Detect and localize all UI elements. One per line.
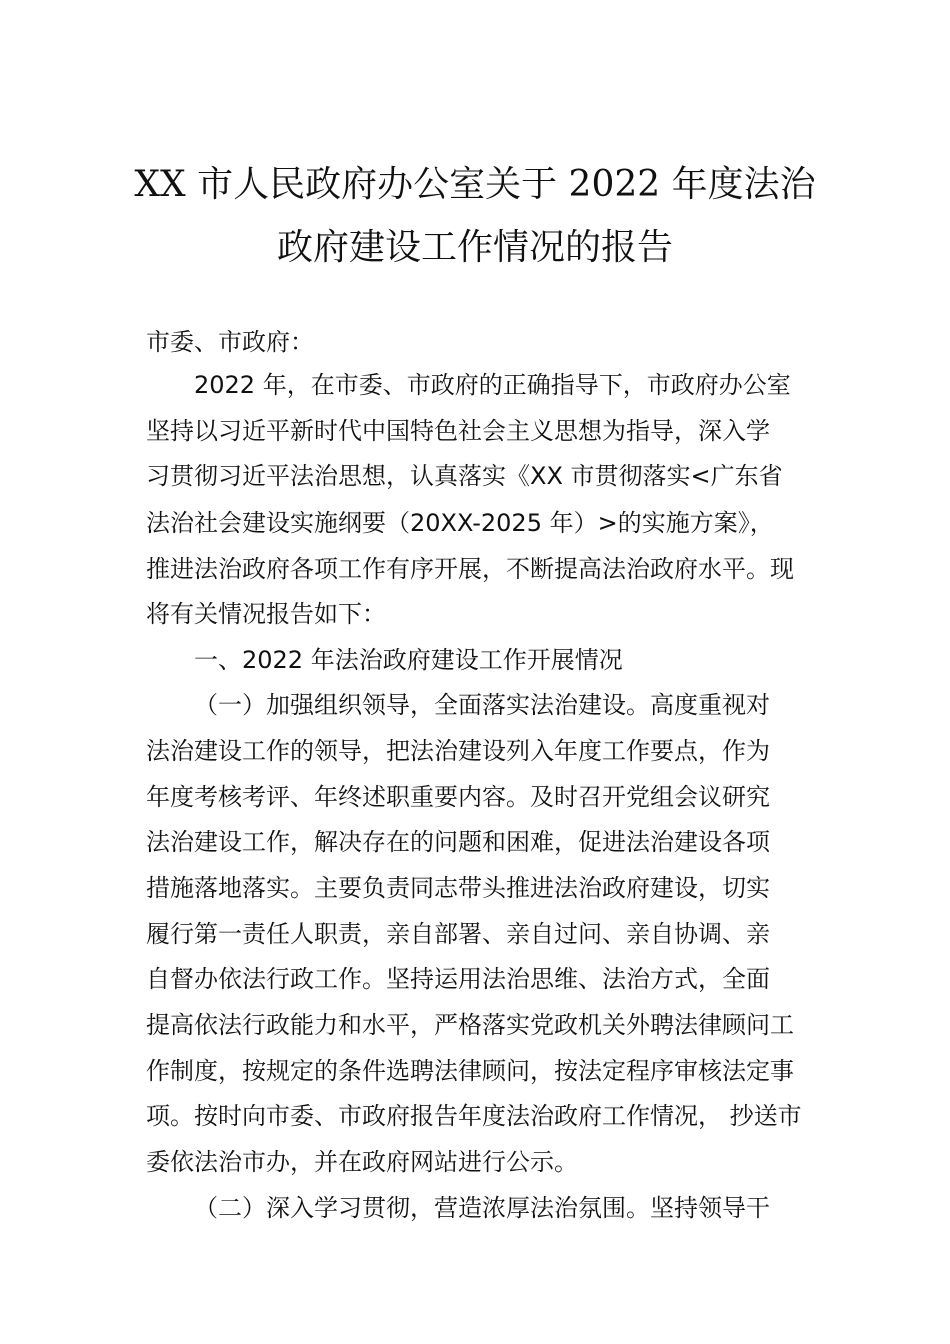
paragraph-line: （二）深入学习贯彻，营造浓厚法治氛围。坚持领导干 <box>194 1194 770 1222</box>
salutation: 市委、市政府： <box>146 328 314 356</box>
paragraph-line: 履行第一责任人职责，亲自部署、亲自过问、亲自协调、亲 <box>146 920 770 948</box>
paragraph-line: 法治社会建设实施纲要（20XX-2025 年）>的实施方案》， <box>146 509 774 537</box>
paragraph-line: 坚持以习近平新时代中国特色社会主义思想为指导，深入学 <box>146 417 770 445</box>
document-title-line-1: XX 市人民政府办公室关于 2022 年度法治 <box>134 164 816 205</box>
paragraph-line: （一）加强组织领导，全面落实法治建设。高度重视对 <box>194 691 770 719</box>
section-heading: 一、2022 年法治政府建设工作开展情况 <box>194 646 623 674</box>
paragraph-line: 项。按时向市委、市政府报告年度法治政府工作情况， 抄送市 <box>146 1102 802 1130</box>
paragraph-line: 自督办依法行政工作。坚持运用法治思维、法治方式，全面 <box>146 965 770 993</box>
paragraph-line: 法治建设工作，解决存在的问题和困难，促进法治建设各项 <box>146 828 770 856</box>
paragraph-line: 将有关情况报告如下： <box>146 600 386 628</box>
paragraph-line: 委依法治市办，并在政府网站进行公示。 <box>146 1148 578 1176</box>
paragraph-line: 推进法治政府各项工作有序开展，不断提高法治政府水平。现 <box>146 555 794 583</box>
paragraph-line: 年度考核考评、年终述职重要内容。及时召开党组会议研究 <box>146 783 770 811</box>
paragraph-line: 2022 年，在市委、市政府的正确指导下，市政府办公室 <box>194 371 791 399</box>
paragraph-line: 法治建设工作的领导，把法治建设列入年度工作要点，作为 <box>146 737 770 765</box>
paragraph-line: 提高依法行政能力和水平，严格落实党政机关外聘法律顾问工 <box>146 1011 794 1039</box>
paragraph-line: 习贯彻习近平法治思想，认真落实《XX 市贯彻落实<广东省 <box>146 462 783 490</box>
paragraph-line: 作制度，按规定的条件选聘法律顾问，按法定程序审核法定事 <box>146 1057 794 1085</box>
paragraph-line: 措施落地落实。主要负责同志带头推进法治政府建设，切实 <box>146 874 770 902</box>
document-title-line-2: 政府建设工作情况的报告 <box>276 227 673 268</box>
